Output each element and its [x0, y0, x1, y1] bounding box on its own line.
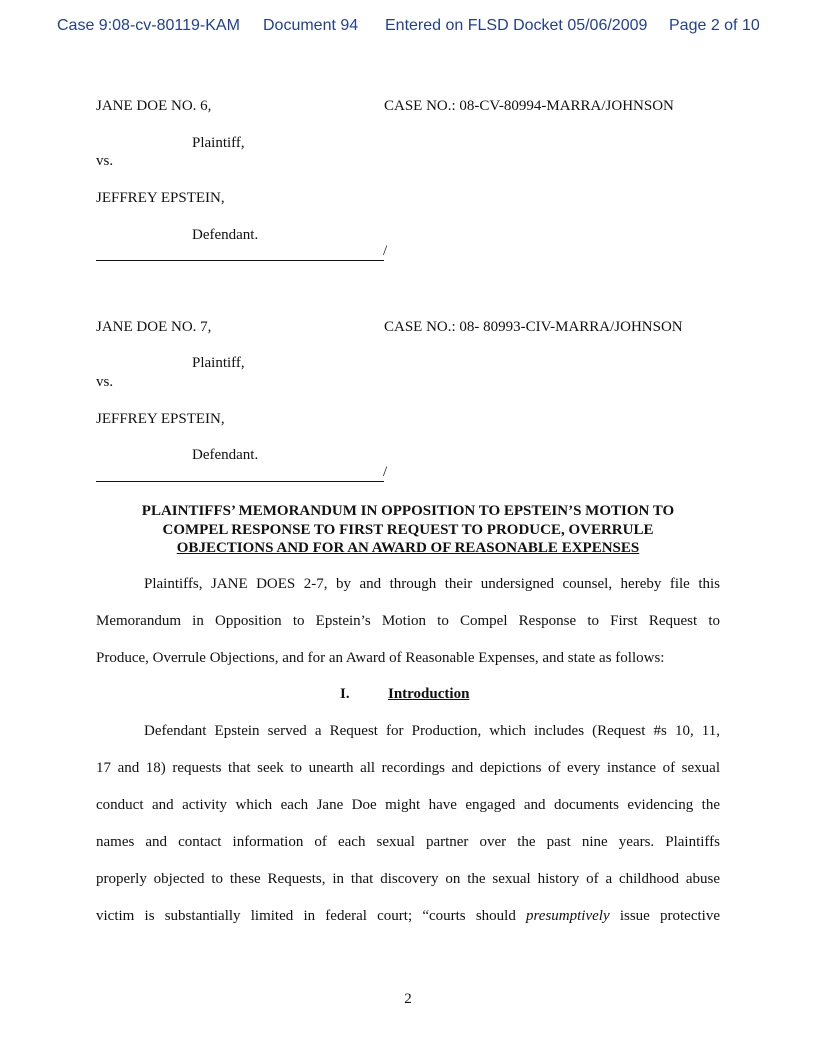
intro-paragraph	[96, 566, 720, 677]
header-page-count: Page 2 of 10	[669, 17, 760, 34]
case-number: CASE NO.: 08- 80993-CIV-MARRA/JOHNSON	[384, 319, 683, 335]
line-text: victim is substantially limited in federal court; “courts should	[96, 908, 527, 924]
paragraph-line: Defendant Epstein served a Request for Production, which includes (Request #s 10, 11,	[144, 723, 720, 739]
caption-slash: /	[383, 464, 388, 480]
line-text: issue protective	[609, 908, 720, 924]
header-case-number: Case 9:08-cv-80119-KAM	[57, 17, 240, 34]
paragraph-line: Produce, Overrule Objections, and for an Award of Reasonable Expenses, and state as follows:	[96, 650, 665, 666]
plaintiff-name: JANE DOE NO. 6,	[96, 98, 212, 114]
page-number: 2	[404, 991, 412, 1007]
defendant-label: Defendant.	[192, 447, 259, 463]
plaintiff-name: JANE DOE NO. 7,	[96, 319, 212, 335]
paragraph-line: names and contact information of each sexual partner over the past nine years. Plaintiffs	[96, 834, 720, 850]
caption-rule	[96, 481, 384, 482]
emphasized-text: presumptively	[526, 908, 610, 924]
paragraph-line: Memorandum in Opposition to Epstein’s Motion to Compel Response to First Request to	[96, 613, 720, 629]
plaintiff-label: Plaintiff,	[192, 135, 245, 151]
header-document-number: Document 94	[263, 17, 359, 34]
defendant-name: JEFFREY EPSTEIN,	[96, 411, 225, 427]
body-paragraph	[96, 713, 720, 935]
title-line-2: COMPEL RESPONSE TO FIRST REQUEST TO PRODUCE, OVERRULE	[162, 521, 654, 538]
document-title	[96, 502, 720, 558]
plaintiff-label: Plaintiff,	[192, 355, 245, 371]
paragraph-line	[96, 898, 720, 935]
paragraph-line: properly objected to these Requests, in that discovery on the sexual history of a childhood abuse	[96, 871, 720, 887]
versus-label: vs.	[96, 374, 114, 390]
case-number: CASE NO.: 08-CV-80994-MARRA/JOHNSON	[384, 98, 674, 114]
title-line-3: OBJECTIONS AND FOR AN AWARD OF REASONABLE EXPENSES	[176, 540, 640, 556]
header-entered-date: Entered on FLSD Docket 05/06/2009	[385, 17, 648, 34]
paragraph-line: conduct and activity which each Jane Doe might have engaged and documents evidencing the	[96, 797, 720, 813]
paragraph-line: 17 and 18) requests that seek to unearth all recordings and depictions of every instance of sexual	[96, 760, 720, 776]
defendant-label: Defendant.	[192, 227, 259, 243]
caption-slash: /	[383, 243, 388, 259]
defendant-name: JEFFREY EPSTEIN,	[96, 190, 225, 206]
section-number: I.	[340, 686, 350, 702]
title-line-1: PLAINTIFFS’ MEMORANDUM IN OPPOSITION TO EPSTEIN’S MOTION TO	[141, 503, 675, 519]
paragraph-line: Plaintiffs, JANE DOES 2-7, by and through their undersigned counsel, hereby file this	[144, 576, 720, 592]
section-title: Introduction	[388, 686, 470, 702]
versus-label: vs.	[96, 153, 114, 169]
caption-rule	[96, 260, 384, 261]
